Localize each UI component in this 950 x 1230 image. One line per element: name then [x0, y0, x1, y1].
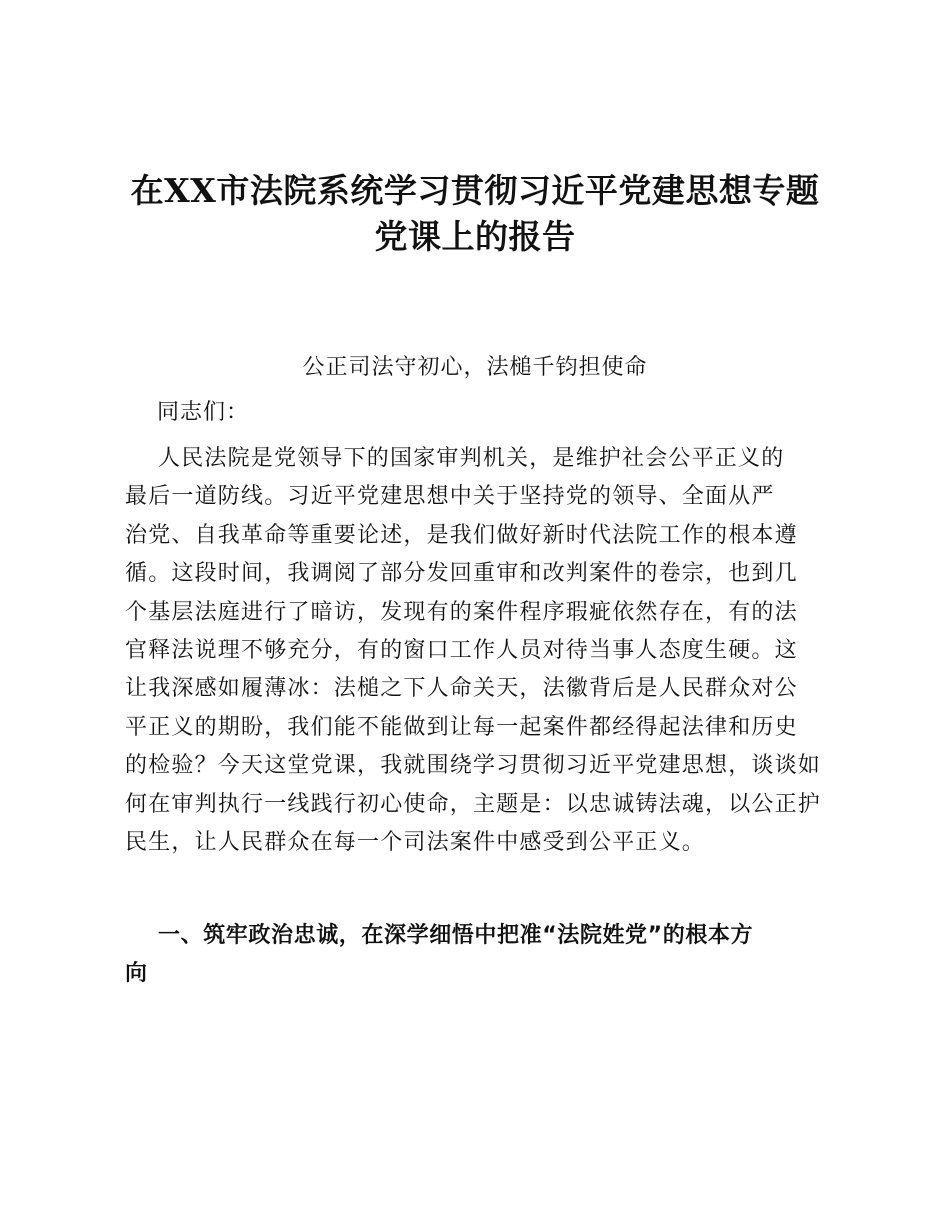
paragraph-line: 何在审判执行一线践行初心使命，主题是：以忠诚铸法魂，以公正护 [125, 791, 822, 817]
section-heading-line: 一、筑牢政治忠诚，在深学细悟中把准“法院姓党”的根本方 [158, 923, 754, 948]
document-title [110, 168, 840, 260]
opening-paragraph [125, 440, 830, 862]
section-heading-line: 向 [125, 961, 148, 986]
paragraph-line: 官释法说理不够充分，有的窗口工作人员对待当事人态度生硬。这 [125, 638, 798, 664]
section-heading [125, 917, 830, 993]
title-line: 党课上的报告 [374, 217, 576, 256]
paragraph-line: 民生，让人民群众在每一个司法案件中感受到公平正义。 [125, 830, 706, 856]
paragraph-line: 平正义的期盼，我们能不能做到让每一起案件都经得起法律和历史 [125, 714, 798, 740]
paragraph-line: 的检验？今天这堂党课，我就围绕学习贯彻习近平党建思想，谈谈如 [125, 753, 822, 779]
title-line: 在XX市法院系统学习贯彻习近平党建思想专题 [130, 171, 820, 210]
paragraph-line: 循。这段时间，我调阅了部分发回重审和改判案件的卷宗，也到几 [125, 561, 798, 587]
paragraph-line: 让我深感如履薄冰：法槌之下人命关天，法徽背后是人民群众对公 [125, 676, 798, 702]
greeting: 同志们： [157, 400, 250, 425]
paragraph-line: 人民法院是党领导下的国家审判机关，是维护社会公平正义的 [158, 446, 785, 471]
document-subtitle: 公正司法守初心，法槌千钧担使命 [302, 355, 648, 380]
paragraph-line: 最后一道防线。习近平党建思想中关于坚持党的领导、全面从严 [125, 484, 775, 510]
paragraph-line: 个基层法庭进行了暗访，发现有的案件程序瑕疵依然存在，有的法 [125, 599, 798, 625]
paragraph-line: 治党、自我革命等重要论述，是我们做好新时代法院工作的根本遵 [125, 522, 798, 548]
